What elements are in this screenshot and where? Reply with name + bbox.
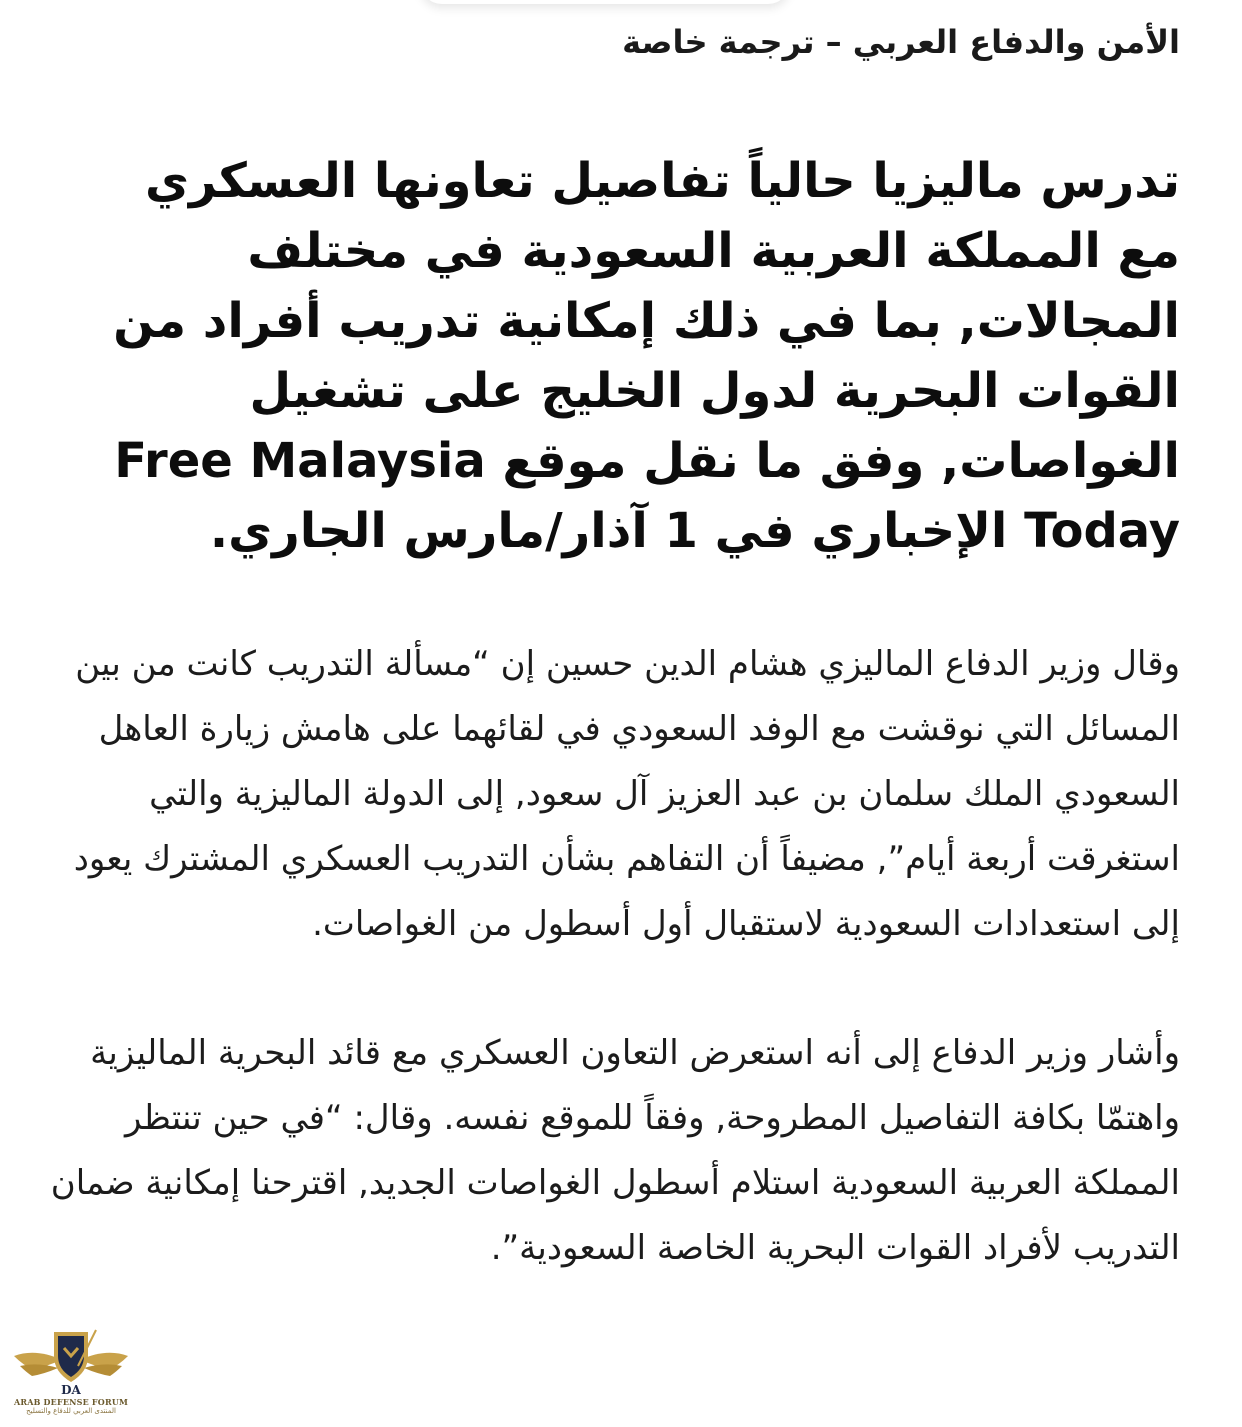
article-source-line: الأمن والدفاع العربي – ترجمة خاصة: [622, 23, 1180, 61]
article-lead-paragraph: تدرس ماليزيا حالياً تفاصيل تعاونها العسكري مع المملكة العربية السعودية في مختلف المجالات, بما في ذلك إمكانية تدريب أفراد من القوات البحرية لدول الخليج على تشغيل الغواصات, وفق ما نقل موقع Free Malaysia Today الإخباري في 1 آذار/مارس الجاري.: [113, 153, 1180, 559]
article-paragraph-1: وقال وزير الدفاع الماليزي هشام الدين حسين إن “مسألة التدريب كانت من بين المسائل التي نوقشت مع الوفد السعودي في لقائهما على هامش زيارة العاهل السعودي الملك سلمان بن عبد العزيز آل سعود, إلى الدولة الماليزية والتي استغرقت أربعة أيام”, مضيفاً أن التفاهم بشأن التدريب العسكري المشترك يعود إلى استعدادات السعودية لاستقبال أول أسطول من الغواصات.: [73, 644, 1180, 944]
top-tab-shadow: [420, 0, 790, 4]
shield-wings-logo-icon: [6, 1326, 136, 1398]
arab-defense-forum-watermark: [6, 1326, 136, 1424]
article-paragraph-2: وأشار وزير الدفاع إلى أنه استعرض التعاون العسكري مع قائد البحرية الماليزية واهتمّا بكافة التفاصيل المطروحة, وفقاً للموقع نفسه. وقال: “في حين تنتظر المملكة العربية السعودية استلام أسطول الغواصات الجديد, اقترحنا إمكانية ضمان التدريب لأفراد القوات البحرية الخاصة السعودية”.: [50, 1033, 1180, 1268]
logo-arabic-name: المنتدى العربي للدفاع والتسليح: [26, 1407, 116, 1415]
article-body: [50, 14, 1180, 1345]
logo-monogram: DA: [61, 1383, 81, 1397]
logo-english-name: ARAB DEFENSE FORUM: [13, 1397, 129, 1407]
